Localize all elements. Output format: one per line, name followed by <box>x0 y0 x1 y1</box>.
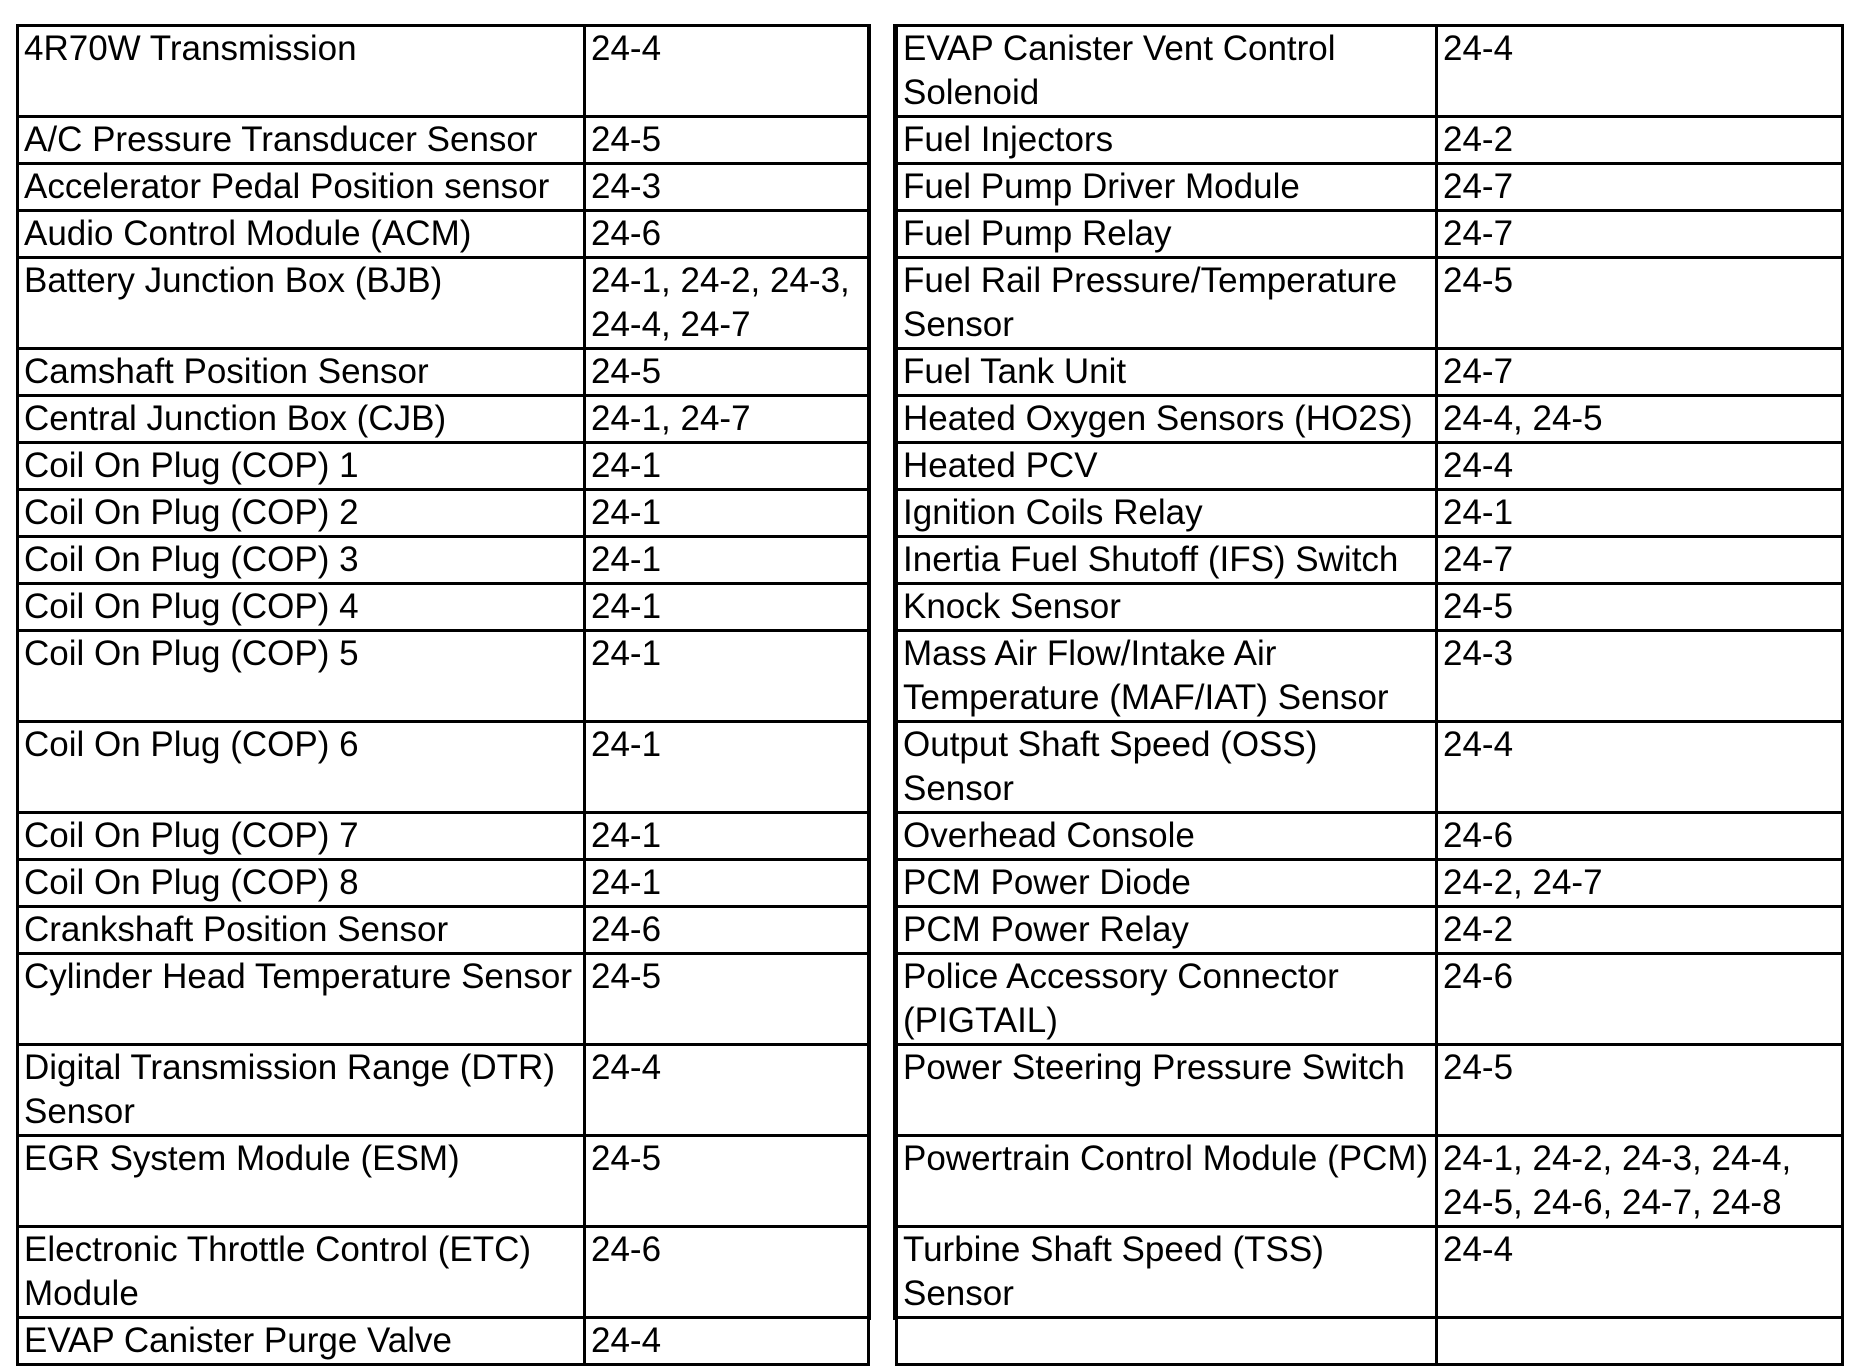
table-row <box>897 117 1843 164</box>
table-row <box>897 1136 1843 1227</box>
page-reference-cell: 24-1 <box>585 584 869 631</box>
component-name-cell: Heated Oxygen Sensors (HO2S) <box>897 396 1437 443</box>
component-name-cell: Accelerator Pedal Position sensor <box>18 164 585 211</box>
page-reference-cell: 24-5 <box>585 349 869 396</box>
page-reference-cell: 24-3 <box>585 164 869 211</box>
component-name-cell: Mass Air Flow/Intake Air Temperature (MAF/IAT) Sensor <box>897 631 1437 722</box>
table-row <box>897 584 1843 631</box>
table-row <box>897 164 1843 211</box>
page-reference-cell: 24-6 <box>1437 813 1843 860</box>
page-reference-cell: 24-4 <box>585 1318 869 1365</box>
component-name-cell: Audio Control Module (ACM) <box>18 211 585 258</box>
table-row <box>18 443 869 490</box>
table-row <box>18 860 869 907</box>
page-reference-cell: 24-2, 24-7 <box>1437 860 1843 907</box>
page-reference-cell: 24-4 <box>1437 26 1843 117</box>
page-reference-cell: 24-1 <box>585 813 869 860</box>
page-reference-cell: 24-5 <box>1437 584 1843 631</box>
table-row <box>897 860 1843 907</box>
component-name-cell <box>897 1318 1437 1365</box>
table-row <box>18 1318 869 1365</box>
table-row <box>897 490 1843 537</box>
table-row <box>18 907 869 954</box>
component-name-cell: Battery Junction Box (BJB) <box>18 258 585 349</box>
component-name-cell: Output Shaft Speed (OSS) Sensor <box>897 722 1437 813</box>
table-row <box>18 1227 869 1318</box>
component-name-cell: Coil On Plug (COP) 5 <box>18 631 585 722</box>
page-reference-cell: 24-4 <box>585 1045 869 1136</box>
component-name-cell: Fuel Pump Relay <box>897 211 1437 258</box>
component-name-cell: A/C Pressure Transducer Sensor <box>18 117 585 164</box>
table-row <box>18 537 869 584</box>
table-row <box>18 722 869 813</box>
component-name-cell: Fuel Injectors <box>897 117 1437 164</box>
page-reference-cell: 24-7 <box>1437 349 1843 396</box>
page-reference-cell: 24-1 <box>585 537 869 584</box>
component-name-cell: Ignition Coils Relay <box>897 490 1437 537</box>
component-name-cell: PCM Power Diode <box>897 860 1437 907</box>
table-row <box>18 813 869 860</box>
page-reference-cell: 24-1 <box>585 860 869 907</box>
table-row <box>18 490 869 537</box>
table-row <box>18 258 869 349</box>
page-reference-cell: 24-5 <box>585 954 869 1045</box>
page-reference-cell: 24-5 <box>1437 258 1843 349</box>
component-name-cell: Fuel Tank Unit <box>897 349 1437 396</box>
component-name-cell: Cylinder Head Temperature Sensor <box>18 954 585 1045</box>
table-row <box>897 954 1843 1045</box>
component-name-cell: EGR System Module (ESM) <box>18 1136 585 1227</box>
page-reference-cell: 24-6 <box>585 211 869 258</box>
component-name-cell: Coil On Plug (COP) 6 <box>18 722 585 813</box>
page-reference-cell: 24-5 <box>1437 1045 1843 1136</box>
component-name-cell: Central Junction Box (CJB) <box>18 396 585 443</box>
component-name-cell: PCM Power Relay <box>897 907 1437 954</box>
table-row <box>18 1045 869 1136</box>
component-name-cell: Coil On Plug (COP) 2 <box>18 490 585 537</box>
component-name-cell: Heated PCV <box>897 443 1437 490</box>
page-reference-cell: 24-1, 24-2, 24-3, 24-4, 24-7 <box>585 258 869 349</box>
table-row <box>897 537 1843 584</box>
page-reference-cell: 24-4 <box>1437 443 1843 490</box>
table-row <box>897 396 1843 443</box>
table-row <box>897 1318 1843 1365</box>
table-row <box>18 211 869 258</box>
page-reference-cell: 24-1 <box>585 490 869 537</box>
page-reference-cell: 24-5 <box>585 1136 869 1227</box>
table-body-right <box>897 26 1843 1365</box>
page-reference-cell: 24-7 <box>1437 537 1843 584</box>
component-name-cell: Police Accessory Connector (PIGTAIL) <box>897 954 1437 1045</box>
component-name-cell: Fuel Rail Pressure/Temperature Sensor <box>897 258 1437 349</box>
table-row <box>18 954 869 1045</box>
table-row <box>18 164 869 211</box>
page-reference-cell: 24-2 <box>1437 117 1843 164</box>
page-reference-cell: 24-6 <box>585 907 869 954</box>
table-row <box>18 349 869 396</box>
component-name-cell: Turbine Shaft Speed (TSS) Sensor <box>897 1227 1437 1318</box>
component-name-cell: Powertrain Control Module (PCM) <box>897 1136 1437 1227</box>
component-name-cell: EVAP Canister Vent Control Solenoid <box>897 26 1437 117</box>
component-name-cell: Coil On Plug (COP) 4 <box>18 584 585 631</box>
table-row <box>897 722 1843 813</box>
component-name-cell: Camshaft Position Sensor <box>18 349 585 396</box>
table-row <box>18 396 869 443</box>
page-reference-cell: 24-4, 24-5 <box>1437 396 1843 443</box>
page-reference-cell: 24-7 <box>1437 211 1843 258</box>
component-name-cell: Fuel Pump Driver Module <box>897 164 1437 211</box>
page-reference-cell: 24-1 <box>1437 490 1843 537</box>
page-reference-cell: 24-2 <box>1437 907 1843 954</box>
component-name-cell: 4R70W Transmission <box>18 26 585 117</box>
table-row <box>897 1045 1843 1136</box>
table-row <box>897 211 1843 258</box>
table-row <box>897 443 1843 490</box>
page-reference-cell: 24-4 <box>1437 722 1843 813</box>
table-row <box>897 631 1843 722</box>
page-reference-cell: 24-1, 24-2, 24-3, 24-4, 24-5, 24-6, 24-7, 24-8 <box>1437 1136 1843 1227</box>
table-row <box>897 1227 1843 1318</box>
component-name-cell: Coil On Plug (COP) 8 <box>18 860 585 907</box>
table-row <box>897 907 1843 954</box>
component-name-cell: Crankshaft Position Sensor <box>18 907 585 954</box>
page-reference-cell: 24-4 <box>585 26 869 117</box>
page-reference-cell: 24-6 <box>1437 954 1843 1045</box>
page-reference-cell: 24-1 <box>585 443 869 490</box>
component-name-cell: EVAP Canister Purge Valve <box>18 1318 585 1365</box>
component-index-table-right <box>895 24 1844 1366</box>
component-name-cell: Digital Transmission Range (DTR) Sensor <box>18 1045 585 1136</box>
page-reference-cell: 24-5 <box>585 117 869 164</box>
table-row <box>897 258 1843 349</box>
component-name-cell: Coil On Plug (COP) 3 <box>18 537 585 584</box>
table-row <box>18 631 869 722</box>
table-row <box>897 813 1843 860</box>
page-reference-cell: 24-7 <box>1437 164 1843 211</box>
page-reference-cell: 24-1 <box>585 631 869 722</box>
page-reference-cell: 24-1, 24-7 <box>585 396 869 443</box>
table-row <box>18 26 869 117</box>
component-name-cell: Inertia Fuel Shutoff (IFS) Switch <box>897 537 1437 584</box>
page-reference-cell: 24-1 <box>585 722 869 813</box>
table-row <box>18 1136 869 1227</box>
component-name-cell: Coil On Plug (COP) 7 <box>18 813 585 860</box>
component-name-cell: Knock Sensor <box>897 584 1437 631</box>
component-name-cell: Electronic Throttle Control (ETC) Module <box>18 1227 585 1318</box>
table-row <box>18 584 869 631</box>
table-row <box>897 26 1843 117</box>
component-name-cell: Power Steering Pressure Switch <box>897 1045 1437 1136</box>
table-body-left <box>18 26 869 1365</box>
table-row <box>18 117 869 164</box>
page-reference-cell: 24-4 <box>1437 1227 1843 1318</box>
page-reference-cell: 24-6 <box>585 1227 869 1318</box>
component-name-cell: Coil On Plug (COP) 1 <box>18 443 585 490</box>
column-divider-rule <box>868 24 871 1320</box>
page-reference-cell <box>1437 1318 1843 1365</box>
page-reference-cell: 24-3 <box>1437 631 1843 722</box>
component-name-cell: Overhead Console <box>897 813 1437 860</box>
component-index-table-left <box>16 24 870 1366</box>
table-row <box>897 349 1843 396</box>
